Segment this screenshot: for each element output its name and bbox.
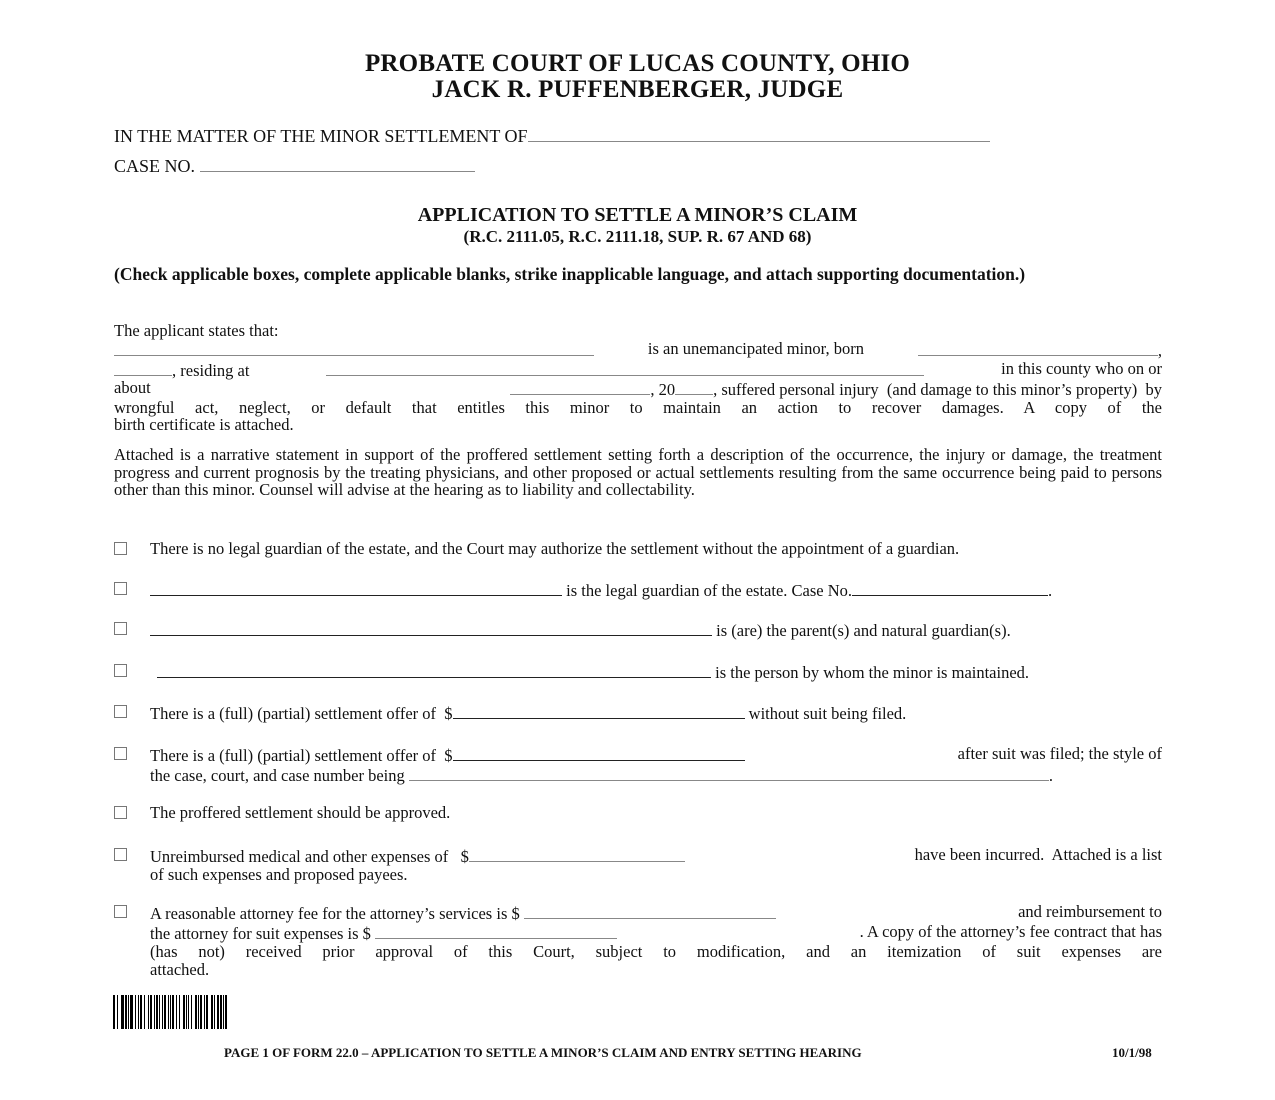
- item-body: [150, 580, 1168, 600]
- matter-label: IN THE MATTER OF THE MINOR SETTLEMENT OF: [114, 126, 528, 146]
- item-text: have been incurred. Attached is a list: [914, 845, 1162, 864]
- item-text: after suit was filed; the style of: [957, 744, 1162, 763]
- item-body: [150, 745, 1168, 785]
- case-no-line: [114, 156, 475, 176]
- statement-text: about: [114, 378, 151, 398]
- form-title: APPLICATION TO SETTLE A MINOR’S CLAIM: [417, 204, 858, 226]
- item-text: without suit being filed.: [748, 704, 907, 723]
- item-text: (has not) received prior approval of this Court, subject to modification, and an itemization of suit expenses are: [150, 942, 1162, 961]
- comma: ,: [1157, 341, 1162, 360]
- checklist-item-offer-after-suit: [114, 745, 1168, 785]
- checkbox[interactable]: [114, 747, 127, 760]
- checkbox[interactable]: [114, 664, 127, 677]
- injury-year-field[interactable]: [675, 379, 713, 395]
- barcode-space: [227, 995, 229, 1029]
- minor-name-field[interactable]: [114, 340, 594, 356]
- item-text: A reasonable attorney fee for the attorney’s services is $: [150, 904, 520, 923]
- footer-page-label: PAGE 1 OF FORM 22.0 – APPLICATION TO SETTLE A MINOR’S CLAIM AND ENTRY SETTING HEARING: [224, 1045, 862, 1060]
- item-body: [157, 662, 1168, 682]
- judge-name: JACK R. PUFFENBERGER, JUDGE: [431, 76, 844, 103]
- checklist-item-legal-guardian: [114, 580, 1168, 600]
- item-body: [150, 846, 1162, 884]
- barcode: [113, 995, 229, 1029]
- checkbox[interactable]: [114, 582, 127, 595]
- narrative-paragraph: Attached is a narrative statement in support of the proffered settlement setting forth a description of the occurrence, the injury or damage, the treatment progress and current prognosis by the treating physicians, and other proposed or actual settlements resulting from the same occurrence being paid to persons other than this minor. Counsel will advise at the hearing as to liability and collectability.: [114, 445, 1162, 500]
- statement-intro: The applicant states that:: [114, 321, 279, 340]
- footer-revision-date: 10/1/98: [1112, 1045, 1152, 1060]
- item-text: the case, court, and case number being: [150, 766, 405, 785]
- checkbox[interactable]: [114, 705, 127, 718]
- birth-date-field[interactable]: [918, 340, 1158, 356]
- item-text: the attorney for suit expenses is $: [150, 924, 371, 943]
- form-citation: (R.C. 2111.05, R.C. 2111.18, SUP. R. 67 AND 68): [463, 227, 812, 246]
- item-text: is the legal guardian of the estate. Case No.: [566, 581, 853, 600]
- statement-line-5: birth certificate is attached.: [114, 415, 294, 435]
- checkbox[interactable]: [114, 542, 127, 555]
- checklist-item-approve: [114, 804, 1168, 824]
- item-body: [150, 903, 1162, 979]
- matter-name-field[interactable]: [528, 126, 990, 142]
- statement-text: is an unemancipated minor, born: [647, 339, 864, 358]
- checklist-item-maintainer: [114, 662, 1168, 682]
- court-name: PROBATE COURT OF LUCAS COUNTY, OHIO: [364, 50, 911, 77]
- suit-expenses-field[interactable]: [375, 923, 617, 939]
- statement-line-4: wrongful act, neglect, or default that entitles this minor to maintain an action to recover damages. A copy of the: [114, 397, 1162, 417]
- period: .: [1048, 766, 1053, 785]
- case-style-field[interactable]: [409, 765, 1049, 781]
- checkbox[interactable]: [114, 905, 127, 918]
- parents-name-field[interactable]: [150, 620, 712, 636]
- offer-amount-field[interactable]: [453, 703, 745, 719]
- checkbox[interactable]: [114, 848, 127, 861]
- item-body: [150, 620, 1168, 640]
- statement-line-3: [114, 379, 1162, 399]
- item-text: is (are) the parent(s) and natural guardian(s).: [716, 621, 1011, 640]
- guardian-name-field[interactable]: [150, 580, 562, 596]
- checklist-item-parents: [114, 620, 1168, 640]
- item-text: attached.: [150, 960, 210, 979]
- statement-text: , residing at: [172, 360, 250, 380]
- statement-line-2: [114, 360, 1162, 380]
- checklist-item-offer-no-suit: [114, 703, 1168, 723]
- item-text: of such expenses and proposed payees.: [150, 865, 408, 884]
- matter-line: [114, 126, 990, 146]
- injury-date-field[interactable]: [510, 379, 650, 395]
- medical-expenses-field[interactable]: [469, 846, 685, 862]
- item-text: The proffered settlement should be approved.: [150, 803, 451, 822]
- item-text: Unreimbursed medical and other expenses of $: [150, 847, 469, 866]
- item-text: There is a (full) (partial) settlement offer of $: [150, 704, 453, 723]
- item-text: is the person by whom the minor is maintained.: [715, 663, 1030, 682]
- checklist-item-attorney-fee: [114, 902, 1168, 979]
- birth-year-field[interactable]: [114, 360, 172, 376]
- statement-line-1: [114, 340, 1162, 360]
- item-text: . A copy of the attorney’s fee contract that has: [859, 922, 1162, 941]
- item-text: and reimbursement to: [1018, 902, 1162, 921]
- checklist-item-medical-expenses: [114, 846, 1168, 886]
- offer-amount-field[interactable]: [453, 745, 745, 761]
- residence-field[interactable]: [326, 360, 924, 376]
- attorney-fee-field[interactable]: [524, 903, 776, 919]
- case-no-field[interactable]: [200, 156, 475, 172]
- form-instructions: (Check applicable boxes, complete applicable blanks, strike inapplicable language, and attach supporting documentation.): [114, 264, 1026, 284]
- maintainer-name-field[interactable]: [157, 662, 711, 678]
- item-body: [150, 703, 1168, 723]
- statement-text: , suffered personal injury (and damage to this minor’s property) by: [713, 380, 1162, 400]
- case-no-label: CASE NO.: [114, 156, 196, 176]
- guardian-case-no-field[interactable]: [852, 580, 1048, 596]
- statement-text: , 20: [650, 380, 676, 400]
- checklist-item-no-guardian: [114, 540, 1168, 580]
- statement-block: [114, 340, 1162, 434]
- period: .: [1048, 581, 1053, 600]
- statement-text: in this county who on or: [1001, 358, 1162, 378]
- item-text: There is a (full) (partial) settlement offer of $: [150, 746, 453, 765]
- checkbox[interactable]: [114, 622, 127, 635]
- checkbox[interactable]: [114, 806, 127, 819]
- item-text: There is no legal guardian of the estate, and the Court may authorize the settlement without the appointment of a guardian.: [150, 539, 960, 558]
